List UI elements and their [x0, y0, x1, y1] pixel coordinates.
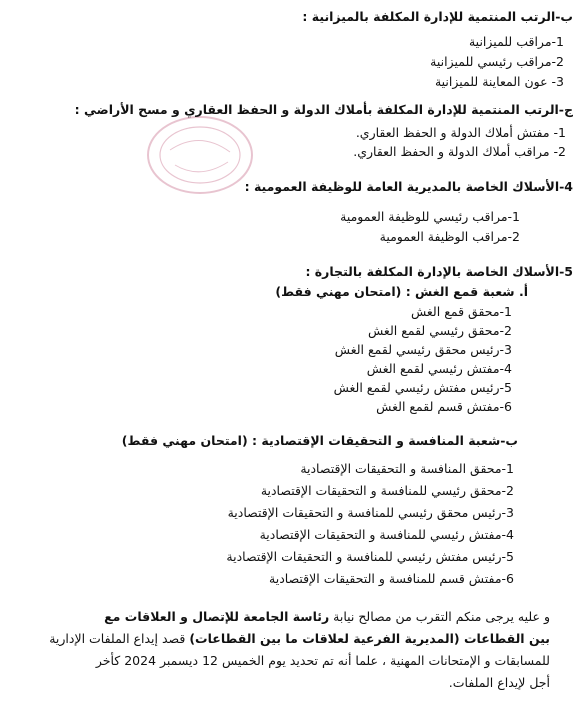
section-j-item-1: 1- مفتش أملاك الدولة و الحفظ العقاري. — [355, 125, 566, 140]
section-b-heading: ب-الرتب المنتمية للإدارة المكلفة بالميزانية : — [302, 9, 573, 24]
closing-line-2 — [49, 633, 550, 646]
section-5b-item-1: 1-محقق المنافسة و التحقيقات الإقتصادية — [300, 461, 514, 476]
closing-line-3: للمسابقات و الإمتحانات المهنية ، علما أنه تم تحديد يوم الخميس 12 ديسمبر 2024 كأخر — [95, 653, 550, 668]
section-5a-item-1: 1-محقق قمع الغش — [410, 304, 512, 319]
section-5a-item-3: 3-رئيس محقق رئيسي لقمع الغش — [334, 342, 512, 357]
section-5a-item-6: 6-مفتش قسم لقمع الغش — [376, 399, 512, 414]
section-5a-heading: أ. شعبة قمع الغش : (امتحان مهني فقط) — [275, 284, 528, 299]
section-4-item-1: 1-مراقب رئيسي للوظيفة العمومية — [340, 209, 520, 224]
section-4-item-2: 2-مراقب الوظيفة العمومية — [379, 229, 520, 244]
section-j-heading: ج-الرتب المنتمية للإدارة المكلفة بأملاك الدولة و الحفظ العقاري و مسح الأراضي : — [74, 102, 573, 117]
section-5a-item-5: 5-رئيس مفتش رئيسي لقمع الغش — [333, 380, 512, 395]
closing-line-1-a: و عليه يرجى منكم التقرب من مصالح نيابة — [329, 609, 550, 624]
section-5b-item-6: 6-مفتش قسم للمنافسة و التحقيقات الإقتصادية — [269, 571, 514, 586]
closing-line-2-b: قصد إيداع الملفات الإدارية — [49, 631, 190, 646]
section-5b-item-3: 3-رئيس محقق رئيسي للمنافسة و التحقيقات الإقتصادية — [227, 505, 514, 520]
section-b-item-3: 3- عون المعاينة للميزانية — [434, 74, 564, 89]
section-5b-item-4: 4-مفتش رئيسي للمنافسة و التحقيقات الإقتصادية — [259, 527, 514, 542]
closing-line-4: أجل لإيداع الملفات. — [448, 675, 550, 690]
closing-line-1-b: رئاسة الجامعة للإتصال و العلاقات مع — [104, 609, 330, 624]
closing-line-1 — [104, 611, 550, 624]
official-stamp — [140, 110, 260, 200]
closing-line-2-a: بين القطاعات (المديرية الفرعية لعلاقات ما بين القطاعات) — [189, 631, 550, 646]
section-b-item-2: 2-مراقب رئيسي للميزانية — [430, 54, 564, 69]
section-5b-heading: ب-شعبة المنافسة و التحقيقات الإقتصادية : (امتحان مهني فقط) — [121, 433, 518, 448]
section-b-item-1: 1-مراقب للميزانية — [468, 34, 564, 49]
section-5a-item-2: 2-محقق رئيسي لقمع الغش — [367, 323, 512, 338]
section-4-heading: 4-الأسلاك الخاصة بالمديرية العامة للوظيفة العمومية : — [244, 179, 573, 194]
section-5-heading: 5-الأسلاك الخاصة بالإدارة المكلفة بالتجارة : — [305, 264, 573, 279]
section-5a-item-4: 4-مفتش رئيسي لقمع الغش — [366, 361, 512, 376]
section-5b-item-2: 2-محقق رئيسي للمنافسة و التحقيقات الإقتصادية — [260, 483, 514, 498]
section-5b-item-5: 5-رئيس مفتش رئيسي للمنافسة و التحقيقات الإقتصادية — [226, 549, 514, 564]
section-j-item-2: 2- مراقب أملاك الدولة و الحفظ العقاري. — [353, 144, 566, 159]
